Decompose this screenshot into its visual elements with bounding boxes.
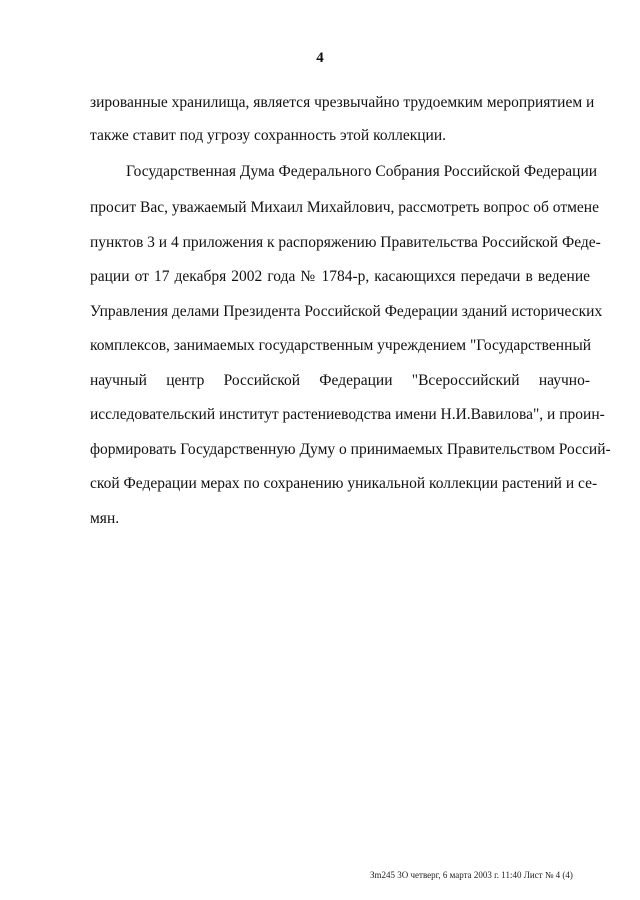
text-line: комплексов, занимаемых государственным учреждением "Государственный bbox=[90, 337, 592, 354]
text-line: мян. bbox=[90, 510, 120, 527]
text-line: ской Федерации мерах по сохранению уникальной коллекции растений и се- bbox=[90, 475, 598, 492]
text-line: Государственная Дума Федерального Собрания Российской Федерации bbox=[126, 163, 598, 180]
text-line: зированные хранилища, является чрезвычайно трудоемким мероприятием и bbox=[90, 94, 595, 111]
text-line: исследовательский институт растениеводства имени Н.И.Вавилова", и проин- bbox=[90, 406, 605, 423]
text-line: просит Вас, уважаемый Михаил Михайлович, рассмотреть вопрос об отмене bbox=[90, 199, 599, 216]
footer-stamp: Зm245 3О четверг, 6 марта 2003 г. 11:40 Лист № 4 (4) bbox=[370, 870, 573, 880]
page-number: 4 bbox=[316, 50, 324, 66]
text-line: пунктов 3 и 4 приложения к распоряжению Правительства Российской Феде- bbox=[90, 234, 601, 251]
text-line: также ставит под угрозу сохранность этой коллекции. bbox=[90, 127, 447, 144]
text-line: рации от 17 декабря 2002 года № 1784-р, касающихся передачи в ведение bbox=[90, 268, 590, 285]
text-line: Управления делами Президента Российской Федерации зданий исторических bbox=[90, 303, 603, 320]
text-line: научный центр Российской Федерации "Всероссийский научно- bbox=[90, 372, 590, 389]
text-line: формировать Государственную Думу о принимаемых Правительством Россий- bbox=[90, 441, 611, 458]
